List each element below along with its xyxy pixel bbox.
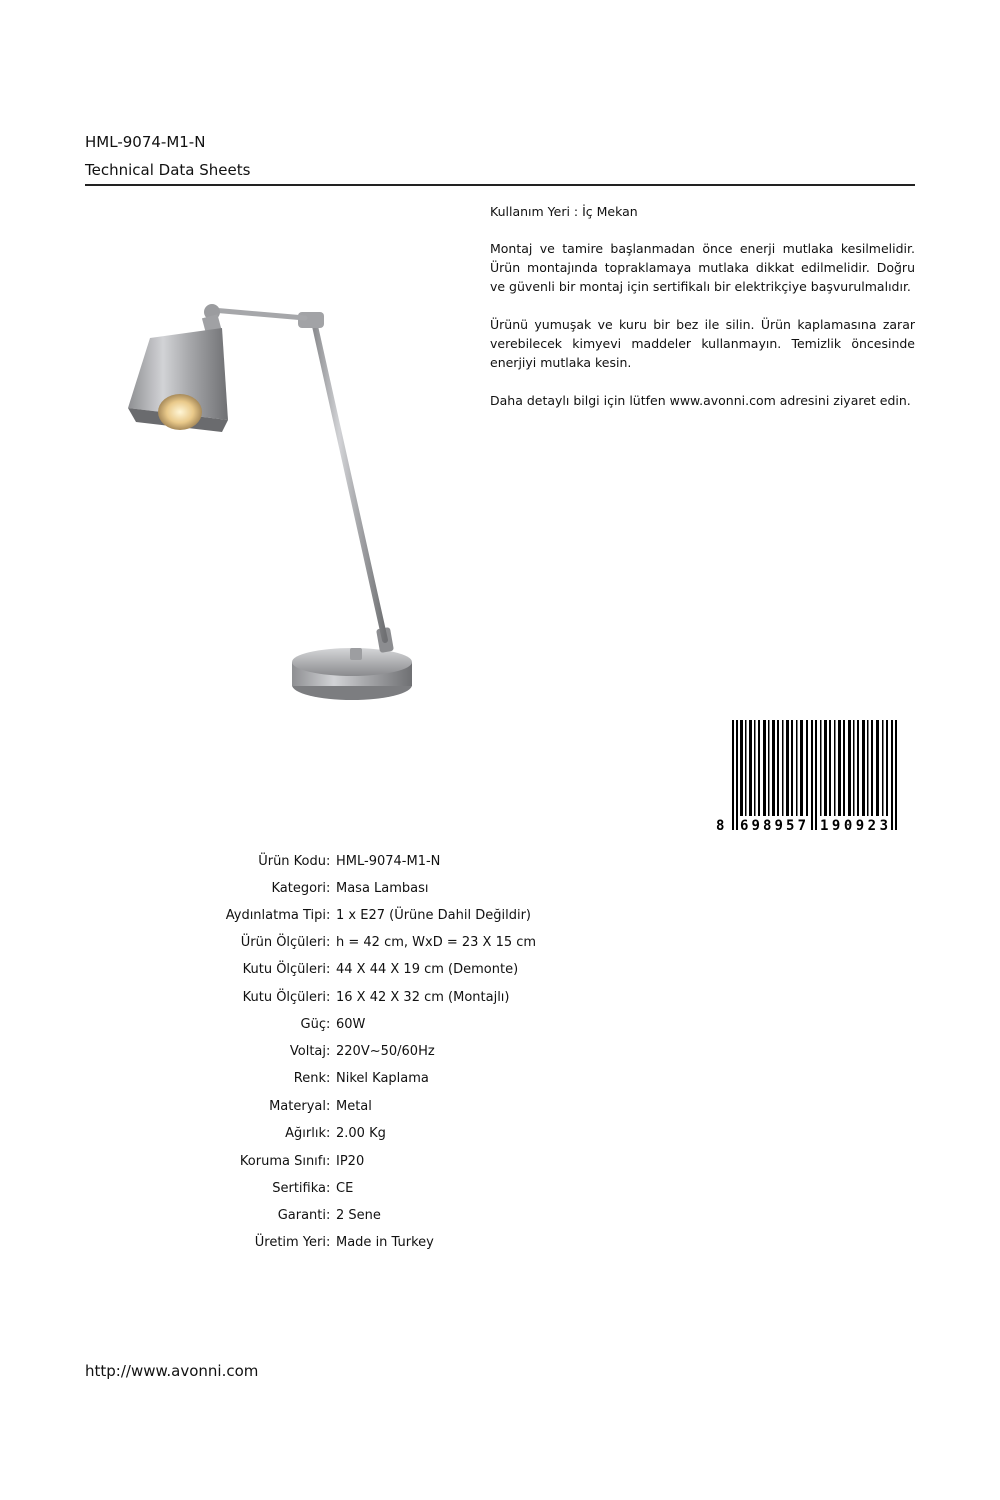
spec-label: Üretim Yeri — [254, 1235, 326, 1250]
spec-separator: : — [326, 1071, 331, 1086]
spec-value: 2 Sene — [336, 1208, 381, 1223]
spec-value: 220V~50/60Hz — [336, 1044, 435, 1059]
spec-row — [0, 854, 1000, 876]
spec-separator: : — [326, 1017, 331, 1032]
spec-separator: : — [326, 908, 331, 923]
spec-row — [0, 1017, 1000, 1039]
spec-separator: : — [326, 1099, 331, 1114]
spec-row — [0, 1208, 1000, 1230]
spec-label: Ürün Ölçüleri — [240, 935, 326, 950]
spec-label: Kutu Ölçüleri — [242, 962, 326, 977]
spec-value: IP20 — [336, 1154, 365, 1169]
spec-separator: : — [326, 1154, 331, 1169]
spec-separator: : — [326, 1044, 331, 1059]
spec-value: 60W — [336, 1017, 366, 1032]
spec-value: h = 42 cm, WxD = 23 X 15 cm — [336, 935, 537, 950]
spec-row — [0, 1235, 1000, 1257]
spec-row — [0, 1181, 1000, 1203]
spec-label: Kutu Ölçüleri — [242, 990, 326, 1005]
spec-label: Sertifika — [272, 1181, 326, 1196]
spec-value: 2.00 Kg — [336, 1126, 386, 1141]
spec-label: Voltaj — [289, 1044, 326, 1059]
spec-row — [0, 1099, 1000, 1121]
spec-row — [0, 962, 1000, 984]
spec-row — [0, 908, 1000, 930]
more-info-paragraph: Daha detaylı bilgi için lütfen www.avonni.com adresini ziyaret edin. — [490, 393, 911, 408]
spec-label: Renk — [293, 1071, 326, 1086]
footer-url[interactable]: http://www.avonni.com — [85, 1362, 259, 1380]
usage-value: İç Mekan — [582, 204, 638, 219]
spec-row — [0, 1044, 1000, 1066]
spec-value: 1 x E27 (Ürüne Dahil Değildir) — [336, 908, 531, 923]
spec-label: Garanti — [277, 1208, 326, 1223]
spec-label: Koruma Sınıfı — [239, 1154, 326, 1169]
cleaning-paragraph: Ürünü yumuşak ve kuru bir bez ile silin. Ürün kaplamasına zarar verebilecek kimyevi maddeler kullanmayın. Temizlik öncesinde enerjiyi mutlaka kesin. — [490, 317, 915, 370]
spec-row — [0, 1154, 1000, 1176]
barcode-digits-right: 190923 — [820, 818, 888, 834]
barcode-digits-left: 698957 — [740, 818, 806, 834]
spec-separator: : — [326, 990, 331, 1005]
spec-row — [0, 881, 1000, 903]
spec-label: Ürün Kodu — [258, 854, 326, 869]
spec-separator: : — [326, 881, 331, 896]
spec-row — [0, 990, 1000, 1012]
spec-value: 16 X 42 X 32 cm (Montajlı) — [336, 990, 510, 1005]
spec-label: Ağırlık — [285, 1126, 326, 1141]
spec-value: 44 X 44 X 19 cm (Demonte) — [336, 962, 519, 977]
spec-separator: : — [326, 1208, 331, 1223]
usage-label: Kullanım Yeri — [490, 204, 570, 219]
spec-separator: : — [326, 935, 331, 950]
barcode-bars — [732, 720, 897, 830]
spec-value: Made in Turkey — [336, 1235, 434, 1250]
spec-row — [0, 935, 1000, 957]
spec-label: Aydınlatma Tipi — [225, 908, 326, 923]
spec-separator: : — [326, 962, 331, 977]
sheet-title: Technical Data Sheets — [85, 161, 251, 179]
spec-label: Materyal — [269, 1099, 326, 1114]
safety-paragraph: Montaj ve tamire başlanmadan önce enerji mutlaka kesilmelidir. Ürün montajında topraklamaya mutlaka dikkat edilmelidir. Doğru ve güvenli bir montaj için sertifikalı bir elektrikçiye başvurulmalıdır. — [490, 241, 915, 294]
spec-separator: : — [326, 1235, 331, 1250]
spec-label: Güç — [300, 1017, 326, 1032]
spec-separator: : — [326, 854, 331, 869]
barcode-digit-first: 8 — [716, 818, 725, 834]
spec-value: Metal — [336, 1099, 372, 1114]
spec-separator: : — [326, 1181, 331, 1196]
spec-value: Nikel Kaplama — [336, 1071, 429, 1086]
usage-line: Kullanım Yeri : İç Mekan — [490, 204, 638, 219]
lamp-product-image — [110, 290, 450, 710]
spec-row — [0, 1071, 1000, 1093]
header-divider — [85, 184, 915, 186]
spec-separator: : — [326, 1126, 331, 1141]
spec-value: Masa Lambası — [336, 881, 429, 896]
spec-value: HML-9074-M1-N — [336, 854, 441, 869]
spec-label: Kategori — [271, 881, 326, 896]
spec-value: CE — [336, 1181, 354, 1196]
product-code-header: HML-9074-M1-N — [85, 133, 206, 151]
spec-row — [0, 1126, 1000, 1148]
barcode — [712, 720, 914, 835]
